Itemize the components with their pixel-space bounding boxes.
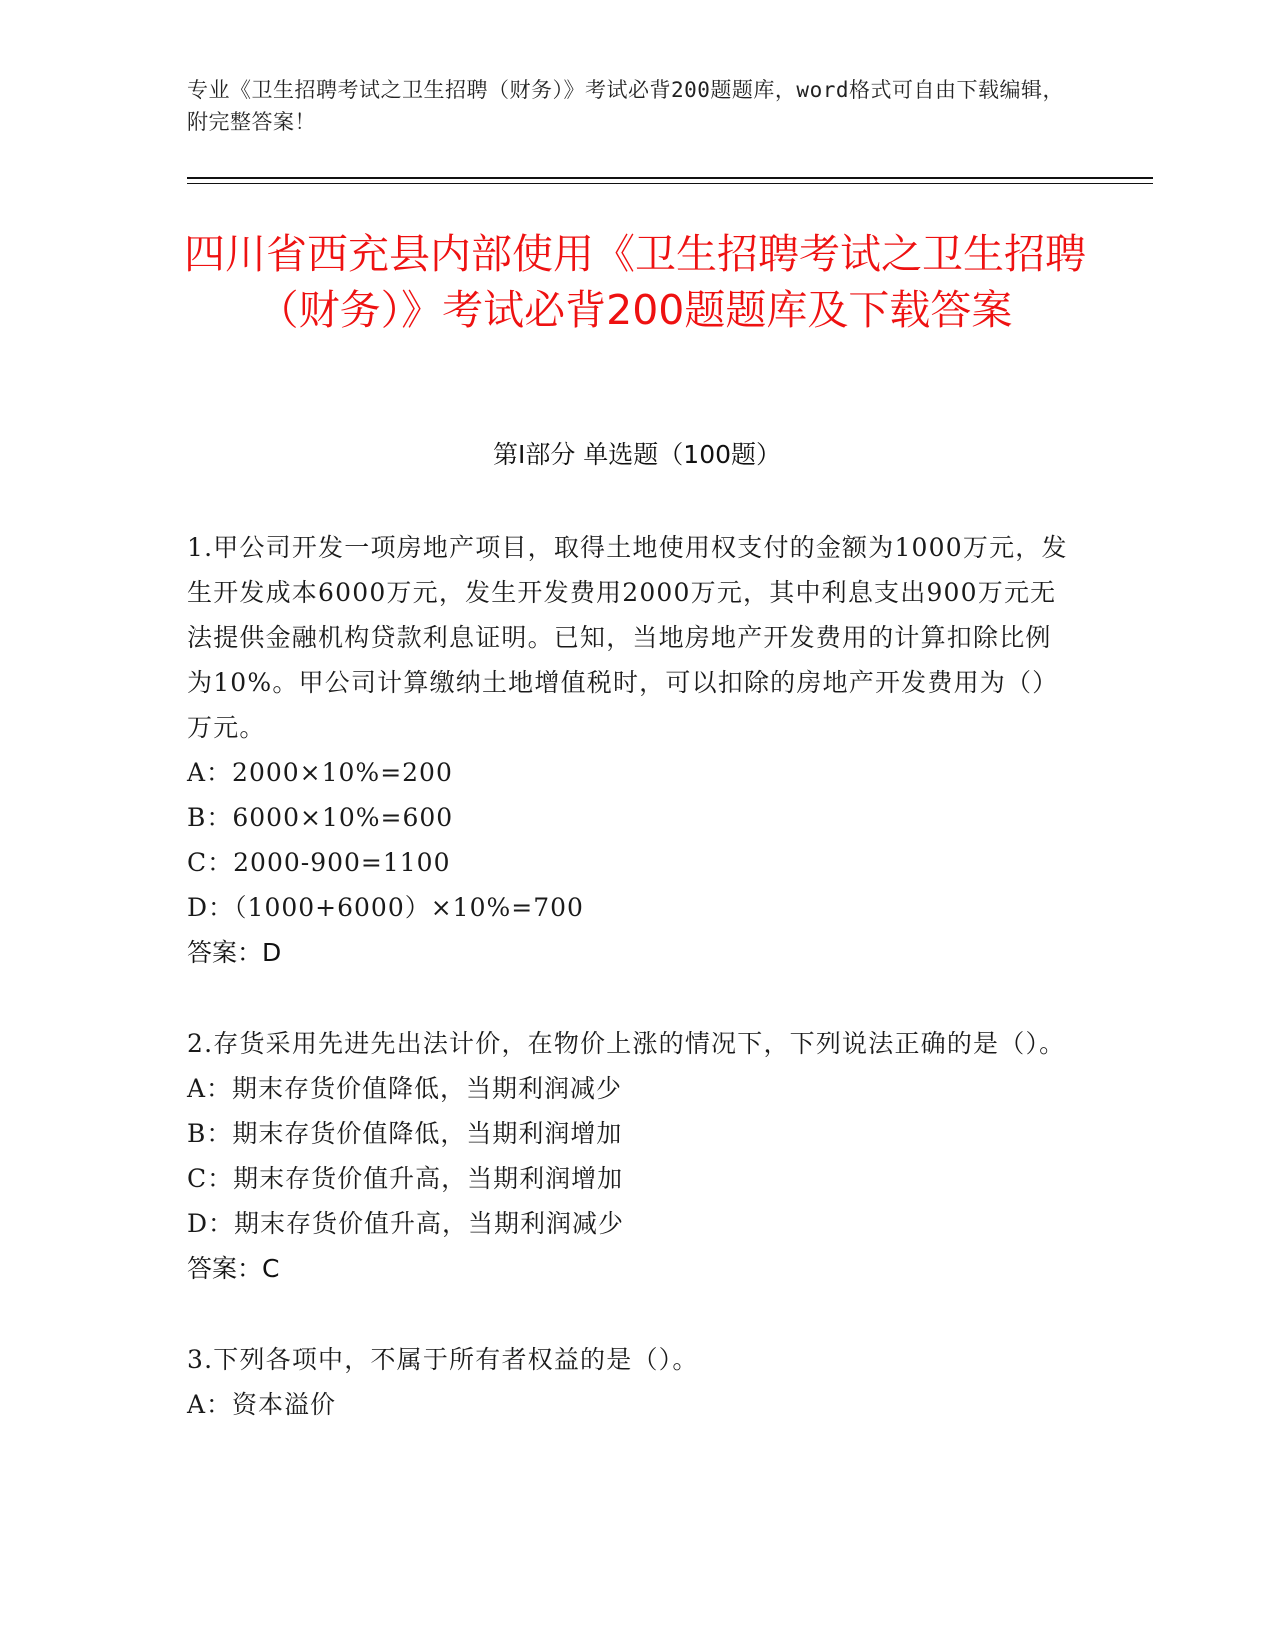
option-a: A：期末存货价值降低，当期利润减少 (187, 1074, 623, 1103)
option-a: A：2000×10%=200 (187, 758, 453, 787)
question-text: 2.存货采用先进先出法计价，在物价上涨的情况下，下列说法正确的是（）。 (187, 1029, 1066, 1058)
answer-line: 答案：C (187, 1254, 280, 1283)
answer-line: 答案：D (187, 938, 282, 967)
question-list (187, 525, 1077, 1473)
question-text: 3.下列各项中，不属于所有者权益的是（）。 (187, 1345, 699, 1374)
option-a: A：资本溢价 (187, 1390, 337, 1419)
question-1 (187, 525, 1077, 975)
question-3 (187, 1337, 1077, 1427)
question-text: 1.甲公司开发一项房地产项目，取得土地使用权支付的金额为1000万元，发生开发成本6000万元，发生开发费用2000万元，其中利息支出900万元无法提供金融机构贷款利息证明。已知，当地房地产开发费用的计算扣除比例为10%。甲公司计算缴纳土地增值税时，可以扣除的房地产开发费用为（）万元。 (187, 533, 1068, 742)
option-b: B：期末存货价值降低，当期利润增加 (187, 1119, 623, 1148)
header-note: 专业《卫生招聘考试之卫生招聘（财务）》考试必背200题题库，word格式可自由下载编辑，附完整答案！ (187, 78, 1064, 134)
question-2 (187, 1021, 1077, 1291)
section-title: 第I部分 单选题（100题） (492, 440, 782, 469)
document-title: 四川省西充县内部使用《卫生招聘考试之卫生招聘（财务）》考试必背200题题库及下载答案 (184, 230, 1086, 334)
option-b: B：6000×10%=600 (187, 803, 454, 832)
header-rule-thick (187, 177, 1153, 179)
option-d: D：期末存货价值升高，当期利润减少 (187, 1209, 625, 1238)
option-d: D：（1000+6000）×10%=700 (187, 893, 584, 922)
header-rule-thin (187, 183, 1153, 184)
option-c: C：期末存货价值升高，当期利润增加 (187, 1164, 624, 1193)
option-c: C：2000-900=1100 (187, 848, 451, 877)
